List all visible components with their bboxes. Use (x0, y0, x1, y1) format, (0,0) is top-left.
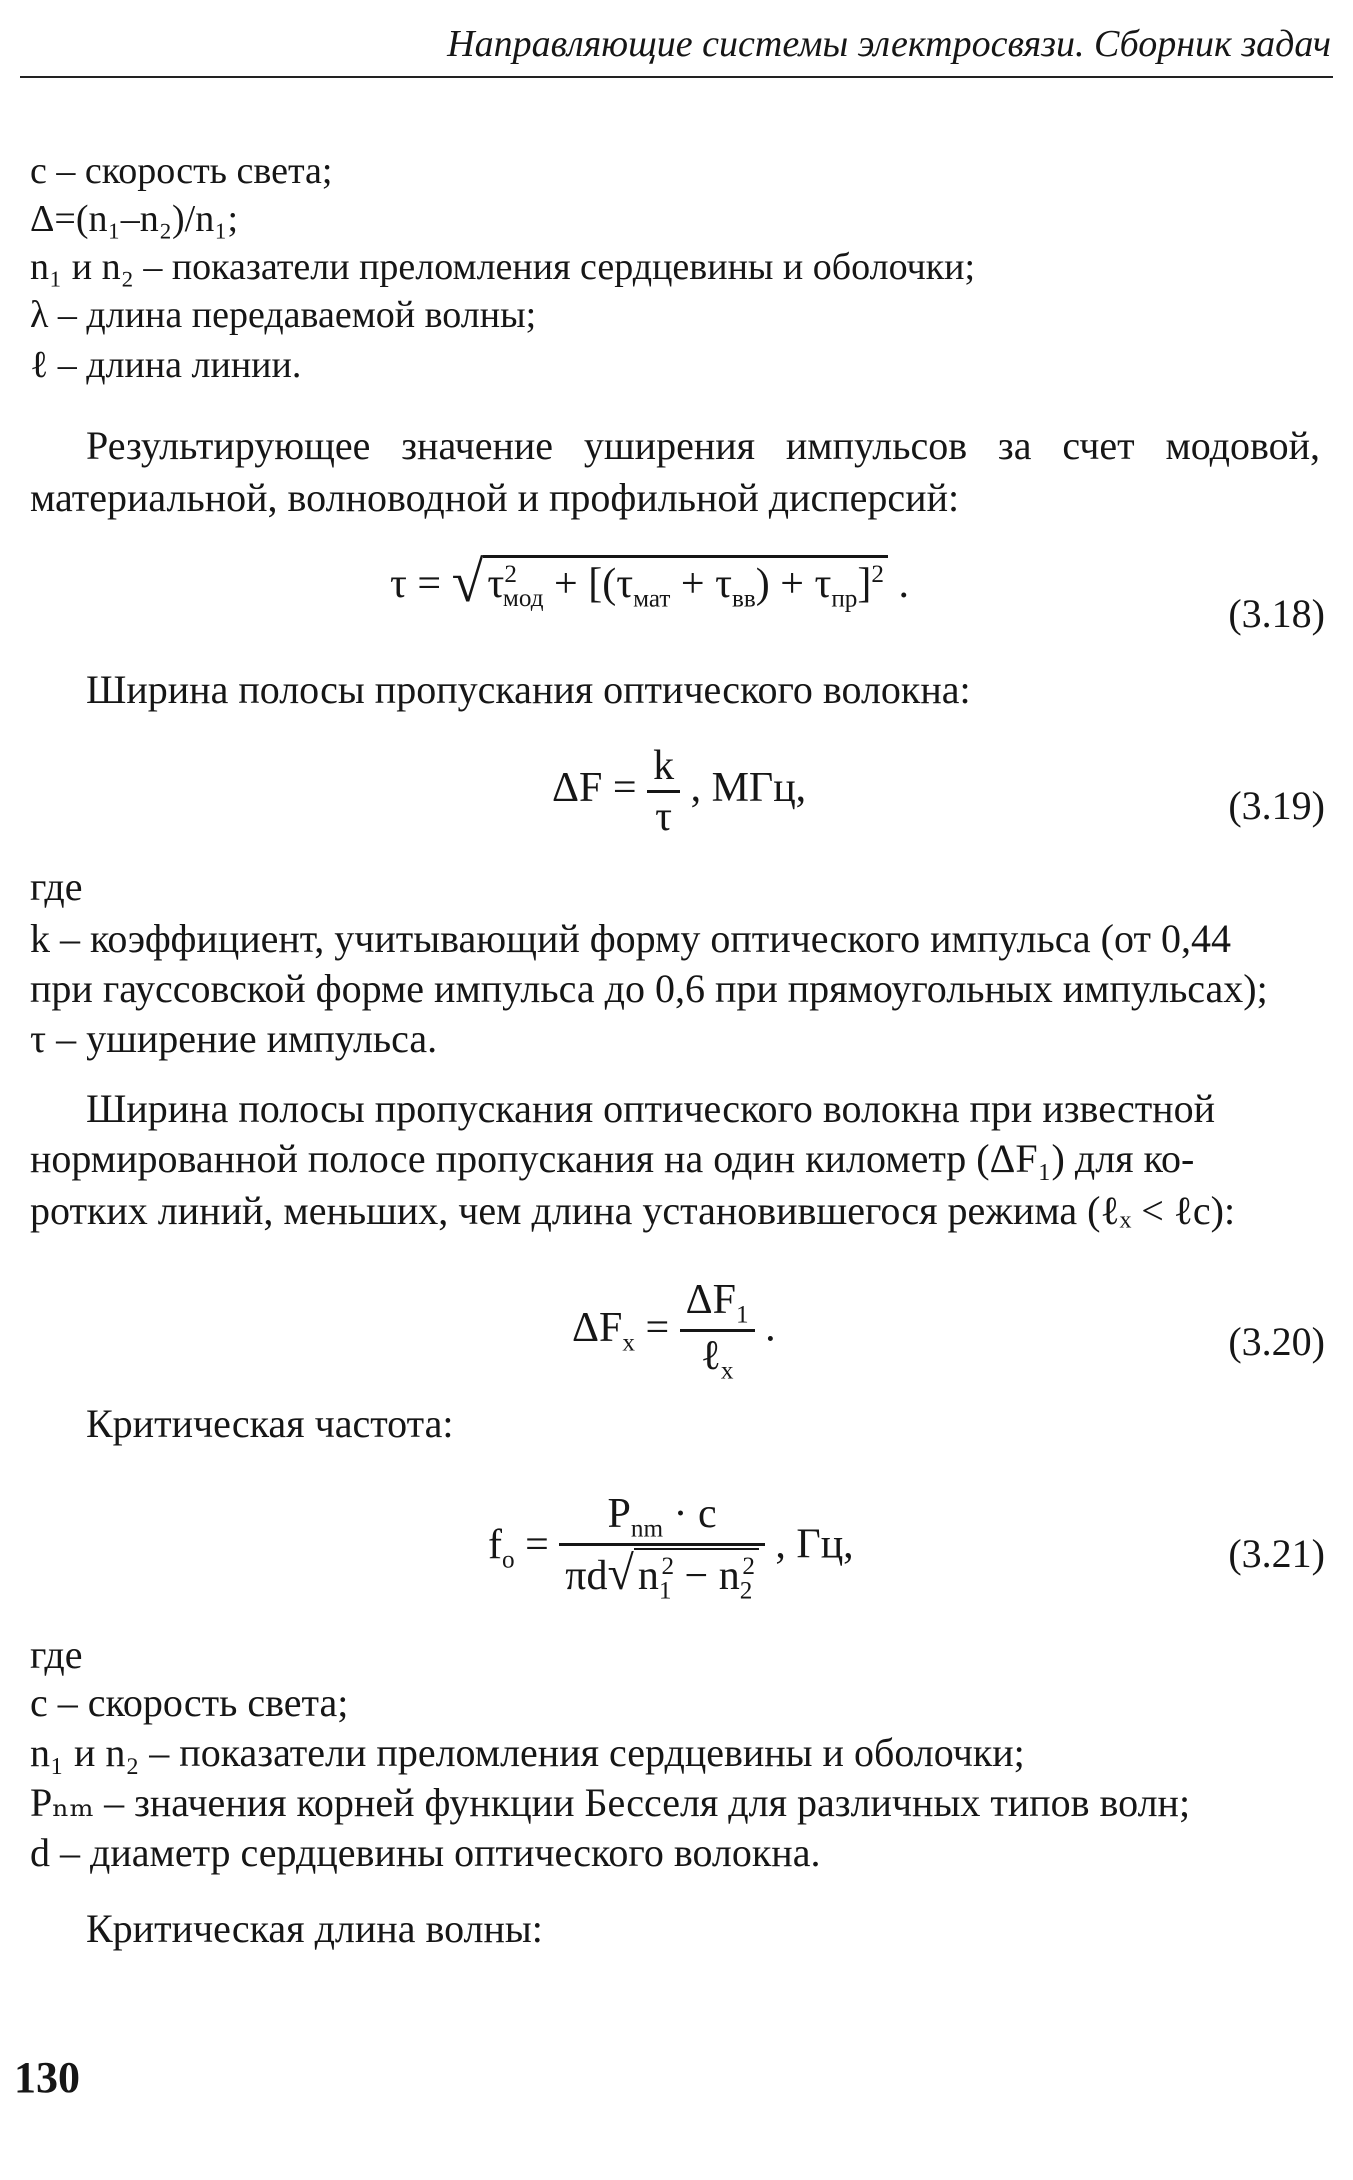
where-label: где (30, 864, 83, 909)
equation-3-20: $\Delta F_x$ = $\frac{\Delta F_1}{\ell_x}$ . (572, 1277, 776, 1385)
header-rule (20, 76, 1333, 78)
paragraph: Критическая частота: (86, 1401, 454, 1446)
unit: , Гц, (775, 1521, 854, 1568)
numerator: k (653, 743, 675, 789)
fraction (647, 742, 680, 841)
paragraph: Критическая длина волны: (86, 1906, 543, 1951)
definition-line: n₁ и n₂ – показатели преломления сердцевины и оболочки; (30, 246, 976, 288)
definition-line: ℓ – длина линии. (30, 344, 302, 386)
equation-3-19 (552, 742, 806, 841)
where-label: где (30, 1632, 83, 1677)
equation-number: (3.20) (1228, 1319, 1325, 1364)
definition-line: n₁ и n₂ – показатели преломления сердцевины и оболочки; (30, 1730, 1025, 1775)
equation-number: (3.21) (1228, 1531, 1325, 1576)
definition-line: τ – уширение импульса. (30, 1016, 438, 1061)
paragraph-line: Ширина полосы пропускания оптического волокна при известной (86, 1086, 1215, 1131)
definition-line: k – коэффициент, учитывающий форму оптического импульса (от 0,44 (30, 916, 1231, 961)
equation-lhs: ΔF = (552, 765, 637, 812)
definition-line: c – скорость света; (30, 150, 333, 192)
definition-line: c – скорость света; (30, 1680, 349, 1725)
equation-number: (3.18) (1228, 591, 1325, 636)
definition-line: при гауссовской форме импульса до 0,6 при прямоугольных импульсах); (30, 966, 1268, 1011)
equation-3-18: $\tau = √\tau^2_{мод} + [(\tau_{мат} + \tau_{вв}) + \tau_{пр}]^2$ . (390, 549, 909, 614)
unit: , МГц, (690, 765, 807, 812)
definition-line: d – диаметр сердцевины оптического волокна. (30, 1830, 821, 1875)
definition-line: λ – длина передаваемой волны; (30, 294, 537, 336)
running-header: Направляющие системы электросвязи. Сборник задач (447, 23, 1331, 65)
equation-3-21: $f_o$ = $\frac{P_{nm} \cdot c}{\pi d√n_1^2 - n_2^2}$ , Гц, (488, 1491, 854, 1605)
paragraph: Результирующее значение уширения импульсов за счет модовой, материальной, волноводной и профильной дисперсий: (30, 423, 1320, 520)
equation-number: (3.19) (1228, 783, 1325, 828)
definition-line: Δ=(n₁–n₂)/n₁; (30, 198, 239, 240)
page-number: 130 (14, 2053, 80, 2102)
paragraph-line: нормированной полосе пропускания на один километр (ΔF₁) для ко- (30, 1136, 1195, 1181)
denominator: τ (647, 790, 680, 841)
definition-line: Pₙₘ – значения корней функции Бесселя для различных типов волн; (30, 1780, 1191, 1825)
paragraph-line: ротких линий, меньших, чем длина установившегося режима (ℓₓ < ℓc): (30, 1188, 1236, 1233)
paragraph: Ширина полосы пропускания оптического волокна: (86, 667, 971, 712)
